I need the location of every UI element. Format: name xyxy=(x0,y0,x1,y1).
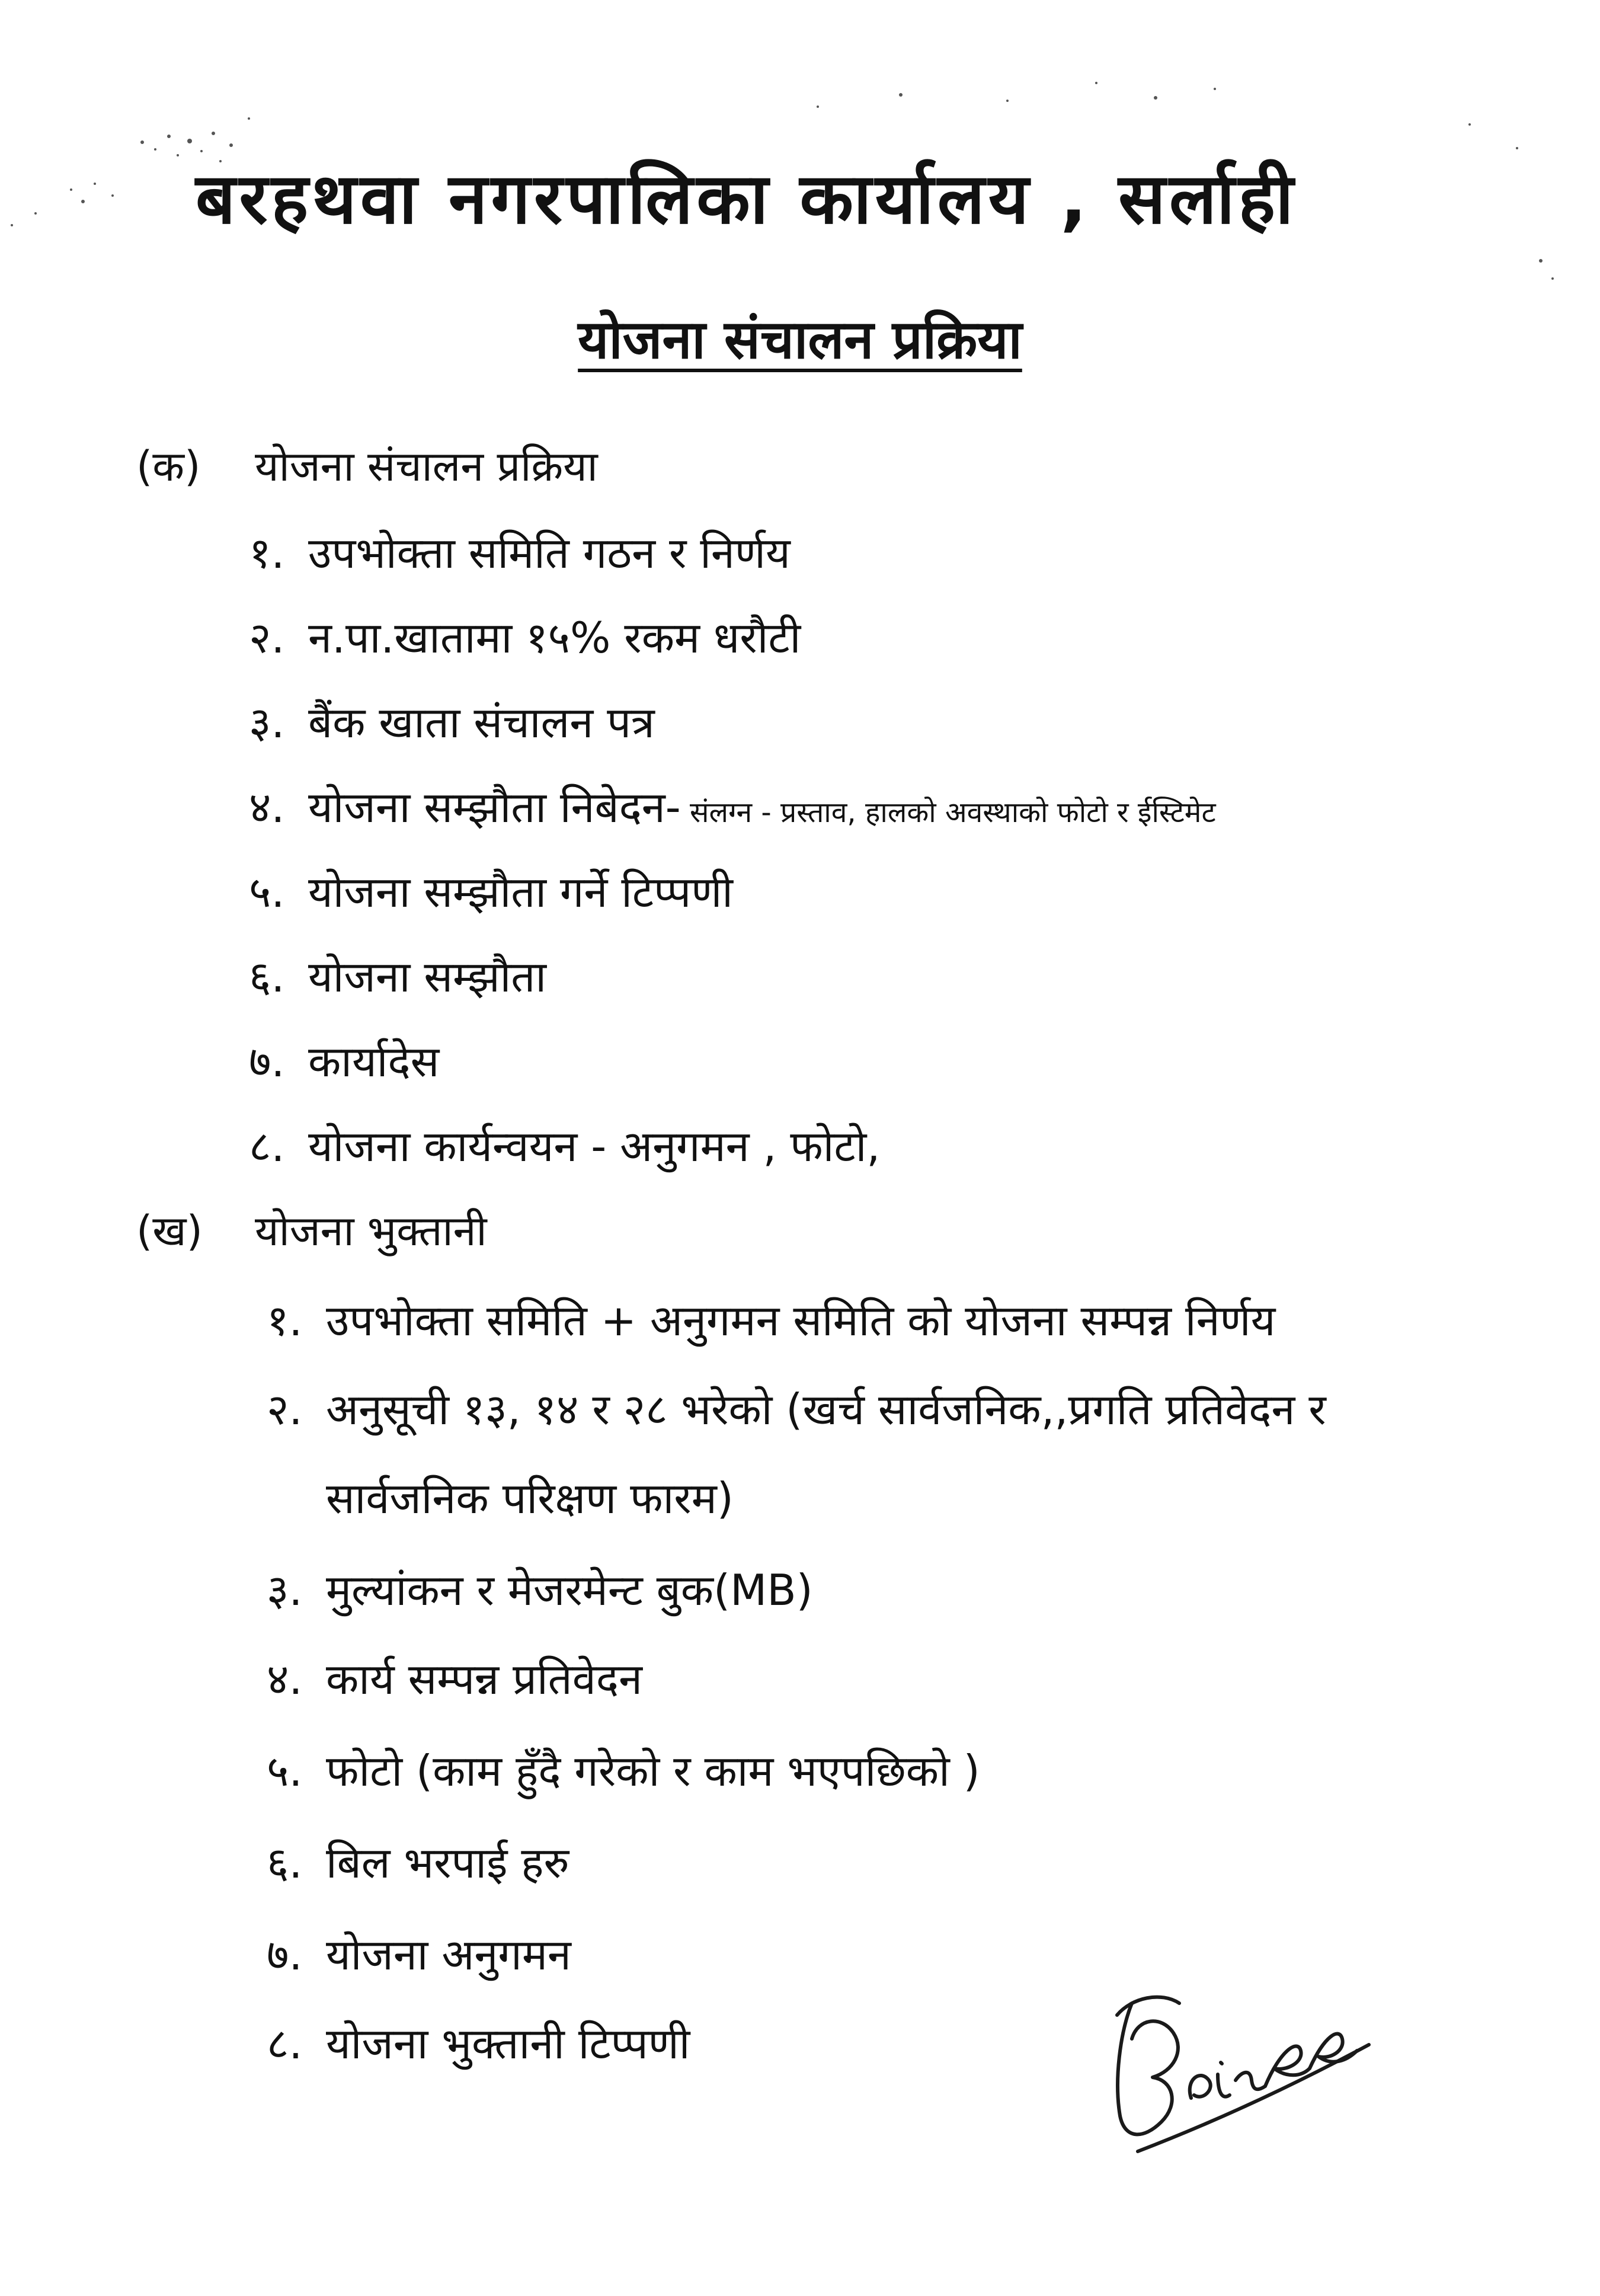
section-marker: (ख) xyxy=(136,1207,203,1255)
item-number: ७. xyxy=(249,1037,285,1086)
list-item xyxy=(267,1654,642,1705)
list-item xyxy=(267,1384,1326,1435)
item-number: ४. xyxy=(249,782,285,832)
item-text: योजना सम्झौता xyxy=(308,952,546,1002)
section-title: योजना भुक्तानी xyxy=(255,1207,487,1255)
list-item xyxy=(249,1036,439,1087)
item-text: फोटो (काम हुँदै गरेको र काम भएपछिको ) xyxy=(326,1746,980,1796)
list-item xyxy=(249,782,1216,833)
list-item xyxy=(267,1929,571,1980)
section-marker: (क) xyxy=(136,442,201,491)
item-text: न.पा.खातामा १५% रकम धरौटी xyxy=(308,613,801,663)
item-continuation: सार्वजनिक परिक्षण फारम) xyxy=(326,1473,734,1523)
list-item xyxy=(249,697,655,748)
document-title: योजना संचालन प्रक्रिया xyxy=(578,309,1022,371)
list-item xyxy=(249,612,801,663)
item-text: मुल्यांकन र मेजरमेन्ट बुक(MB) xyxy=(326,1565,813,1615)
list-item xyxy=(249,866,733,917)
item-text: कार्य सम्पन्न प्रतिवेदन xyxy=(326,1654,642,1704)
item-number: ४. xyxy=(267,1654,303,1704)
item-number: ६. xyxy=(267,1838,303,1888)
item-text: योजना कार्यन्वयन - अनुगमन , फोटो, xyxy=(308,1121,881,1171)
office-title: बरहथवा नगरपालिका कार्यालय , सर्लाही xyxy=(196,158,1297,239)
item-text: उपभोक्ता समिति गठन र निर्णय xyxy=(308,528,791,578)
item-number: १. xyxy=(249,528,285,578)
item-text: योजना अनुगमन xyxy=(326,1930,571,1980)
item-text: बैंक खाता संचालन पत्र xyxy=(308,698,655,747)
item-number: २. xyxy=(249,613,285,663)
list-item xyxy=(249,951,546,1002)
item-note: संलग्न - प्रस्ताव, हालको अवस्थाको फोटो र ईस्टिमेट xyxy=(680,796,1216,829)
list-item xyxy=(267,2018,690,2069)
item-number: ७. xyxy=(267,1930,303,1980)
item-text: योजना सम्झौता गर्ने टिप्पणी xyxy=(308,867,733,917)
item-text: बिल भरपाई हरु xyxy=(326,1838,569,1888)
item-text: उपभोक्ता समिति + अनुगमन समिति को योजना सम्पन्न निर्णय xyxy=(326,1296,1276,1345)
item-text: योजना भुक्तानी टिप्पणी xyxy=(326,2019,690,2068)
section-title: योजना संचालन प्रक्रिया xyxy=(255,442,598,491)
item-text: अनुसूची १३, १४ र २८ भरेको (खर्च सार्वजनिक,,प्रगति प्रतिवेदन र xyxy=(326,1384,1326,1434)
handwritten-signature xyxy=(1096,1962,1393,2157)
item-text: कार्यादेस xyxy=(308,1037,440,1086)
item-number: ३. xyxy=(267,1565,303,1615)
item-number: २. xyxy=(267,1384,303,1434)
list-item xyxy=(249,1121,880,1172)
item-number: ५. xyxy=(267,1746,303,1796)
item-number: ३. xyxy=(249,698,285,747)
list-item xyxy=(267,1295,1275,1346)
item-number: ६. xyxy=(249,952,285,1002)
list-item xyxy=(249,527,791,578)
list-item xyxy=(267,1837,569,1888)
list-item xyxy=(267,1565,813,1616)
section-ka-heading xyxy=(136,442,598,491)
item-number: ८. xyxy=(249,1121,285,1171)
section-kha-heading xyxy=(136,1206,487,1256)
item-number: ५. xyxy=(249,867,285,917)
list-item xyxy=(267,1745,980,1796)
item-number: १. xyxy=(267,1296,303,1345)
item-text: योजना सम्झौता निबेदन- xyxy=(308,782,681,832)
item-number: ८. xyxy=(267,2019,303,2068)
